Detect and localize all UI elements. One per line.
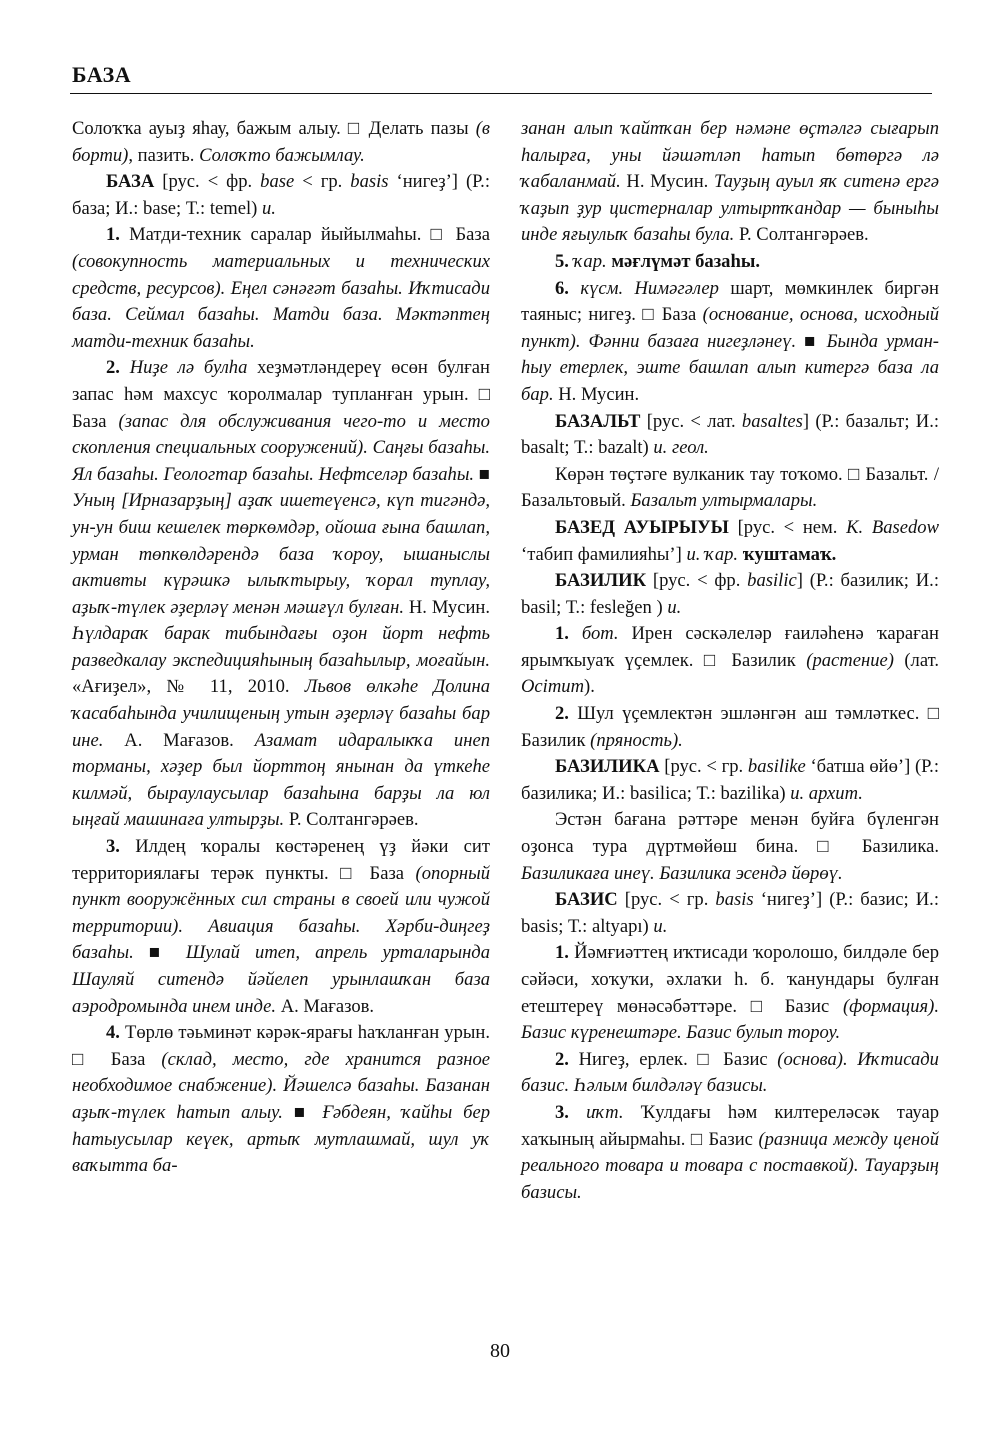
right-column [521, 116, 939, 1206]
dictionary-paragraph [72, 222, 490, 355]
headword-or-sense-number: 1. [106, 224, 120, 246]
headword-or-sense-number: БАЗИЛИК [555, 570, 647, 592]
header-rule [70, 93, 932, 94]
headword-or-sense-number: 5. [555, 250, 569, 272]
dictionary-paragraph [521, 1047, 939, 1100]
entry-text: basilike [747, 756, 806, 778]
entry-text: күсм. [580, 277, 624, 299]
entry-text: ] (Р.: базилик; И.: basil; Т.: fesleğen ) [521, 570, 939, 618]
entry-text [569, 623, 582, 644]
entry-text: занан алып ҡайтҡан бер нәмәне өҫтәлгә сығарып һалырға, уны йәшәтләп һатып бөтөргә лә ҡабаланмай. [521, 118, 939, 193]
entry-text [120, 357, 130, 378]
entry-text [569, 278, 580, 299]
dictionary-paragraph [521, 568, 939, 621]
entry-text: Бында урман-һыу етерлек, эште башлап алып китергә база ла бар. [521, 330, 939, 405]
entry-text: (разница между ценой реального товара и товара с поставкой). Тауарҙың базисы. [521, 1128, 940, 1203]
entry-text: , пазить. [128, 144, 200, 166]
headword-or-sense-number: мәғлүмәт базаһы. [606, 250, 760, 272]
entry-text: (склад, место, где хранится разное необходимое снабжение). Йәшелсә базаһы. Базанан аҙыҡ-түлек һатып алыу. [72, 1048, 490, 1123]
dictionary-paragraph [521, 409, 939, 462]
entry-text: Азамат идаралыкҡа инеп торманы, хәҙер был йорттоң янынан да үткеһе килмәй, быраулаусылар базаһына барҙы ла юл ыңғай машинаға ултырҙы. [72, 729, 490, 831]
entry-text: Ниҙе лә булһа [129, 357, 248, 379]
entry-text: ‘нигеҙ’] (Р.: база; И.: base; Т.: temel) [72, 171, 490, 219]
entry-text: [рус. < лат. [640, 410, 742, 432]
entry-text: Нигеҙ, ерлек. □ Базис [568, 1048, 778, 1070]
entry-text: basaltes [741, 410, 803, 432]
entry-text: и. [653, 915, 668, 937]
entry-text: [рус. < нем. [728, 516, 847, 538]
entry-text: Базиликаға инеү. Базилика эсендә йөрөү. [521, 862, 843, 884]
entry-text: и. геол. [653, 437, 709, 459]
headword-or-sense-number: 4. [106, 1022, 120, 1044]
entry-text: Ирен сәскәлеләр ғаиләһенә ҡараған ярымҡыуаҡ үҫемлек. □ Базилик [521, 623, 939, 671]
entry-text: Матди-техник саралар йыйылмаһы. □ База [119, 224, 490, 246]
entry-text: (лат. [893, 649, 939, 671]
entry-text: K. Basedow [846, 516, 939, 538]
entry-text: ‘батша өйө’] (Р.: базилика; И.: basilica; Т.: bazilika) [521, 756, 940, 804]
headword-or-sense-number: 2. [106, 357, 120, 379]
entry-text: Төрлө тәьминәт кәрәк-ярағы һаҡланған урын. □ База [72, 1022, 490, 1070]
entry-text: шарт, мөмкинлек биргән таяныс; нигеҙ. □ База [521, 277, 939, 326]
entry-text: бот. [581, 623, 619, 645]
entry-text: Илдең ҡоралы көстәренең үҙ йәки сит территориялағы терәк пункты. □ База [72, 836, 490, 884]
dictionary-paragraph [521, 940, 939, 1046]
entry-text: (опорный пункт вооружённых сил страны в своей или чужой территории). Авиация базаһы. Хәрби-диңгеҙ базаһы. [72, 862, 490, 964]
entry-text: ‘нигеҙ’] (Р.: базис; И.: basis; Т.: altyapı) [521, 889, 939, 937]
dictionary-paragraph [521, 515, 939, 568]
entry-text: [рус. < гр. [617, 889, 716, 911]
entry-text: < гр. [294, 171, 351, 193]
headword-or-sense-number: ■ [133, 942, 186, 964]
headword-or-sense-number: ■ [474, 463, 490, 485]
entry-text: (растение) [806, 649, 894, 671]
entry-text: «Ағиҙел», № 11, 2010. [72, 676, 305, 698]
entry-text: (основание, основа, исходный пункт). Фәнни базаға нигеҙләнеү. [521, 304, 939, 352]
headword-or-sense-number: БАЗИС [555, 889, 618, 911]
entry-text: Нимәгәлер [634, 277, 719, 299]
page-number: 80 [490, 1340, 510, 1362]
dictionary-paragraph [521, 887, 939, 940]
headword-or-sense-number: ҡуштамаҡ. [742, 543, 837, 565]
entry-text: Львов өлкәһе Долина ҡасабаһында училищеның утын әҙерләү базаһы бар ине. [72, 676, 490, 751]
entry-text: Р. Солтангәрәев. [284, 809, 419, 831]
dictionary-paragraph [521, 807, 939, 887]
entry-text: basis [350, 171, 389, 193]
entry-text: Н. Мусин. [403, 596, 490, 618]
entry-text: ] (Р.: базальт; И.: basalt; Т.: bazalt) [521, 410, 940, 459]
headword-or-sense-number: БАЗЕД АУЫРЫУЫ [555, 516, 729, 538]
entry-text: Шулай итеп, апрель урталарында Шауляй ситендә йәйелеп урынлашҡан база аэродромында инем инде. [72, 942, 490, 1017]
entry-text: Н. Мусин. [553, 383, 640, 405]
headword-or-sense-number: 3. [106, 836, 120, 858]
entry-text: Базальт ултырмалары. [630, 490, 818, 512]
dictionary-paragraph [521, 249, 939, 276]
entry-text: (формация). Базис күренештәре. Базис булып тороу. [521, 995, 939, 1044]
entry-text: и. [667, 596, 682, 618]
entry-text: ). [584, 676, 595, 698]
headword-or-sense-number: БАЗА [106, 171, 155, 193]
entry-text: (в борти) [72, 118, 490, 166]
headword-or-sense-number: 1. [555, 942, 569, 964]
headword-or-sense-number: ■ [282, 1101, 323, 1123]
entry-text: Йәмғиәттең иҡтисади ҡоролошо, билдәле бер сәйәси, хоҡуҡи, әхлаҡи һ. б. ҡанундары булған етештереү мөнәсәбәттәре. □ Базис [521, 942, 939, 1017]
entry-text: base [260, 171, 295, 193]
dictionary-paragraph [72, 1020, 490, 1180]
running-head: БАЗА [72, 62, 132, 87]
dictionary-paragraph [521, 754, 939, 807]
entry-text: Һүлдараҡ барак тибындағы оҙон йорт нефть разведкалау экспедицияһының базаһылыр, моғайын. [72, 623, 490, 671]
entry-text: А. Мағазов. [276, 995, 375, 1017]
entry-text: (основа). Иҡтисади базис. Һәлым билдәләү базисы. [521, 1048, 939, 1097]
entry-text: [рус. < гр. [659, 756, 748, 778]
dictionary-paragraph [521, 276, 939, 409]
entry-text: Ғәбдеян, ҡайһы бер һатыусылар кеүек, артыҡ мутлашмай, шул уҡ ваҡытта ба- [72, 1101, 491, 1177]
headword-or-sense-number: ■ [796, 330, 827, 352]
entry-text [623, 278, 634, 299]
headword-or-sense-number: 3. [555, 1101, 569, 1123]
entry-text [569, 1102, 586, 1123]
entry-text: Солоҡто бажымлау. [199, 144, 365, 166]
headword-or-sense-number: БАЗИЛИКА [555, 756, 660, 778]
entry-text: Уның [Ирназарҙың] аҙаҡ ишетеүенсә, күп тигәндә, ун-ун биш кешелек төркөмдәр, ойоша ғына башлап, урман төпкөлдәрендә база ҡороу, ышаныслы активты күрәшкә ылыҡтырыу, ҡорал туплау, аҙыҡ-түлек әҙерләү менән мәшғүл булған. [72, 490, 490, 618]
entry-text: А. Мағазов. [103, 729, 255, 751]
dictionary-paragraph [521, 462, 939, 515]
entry-text: Тауҙың ауыл яҡ ситенә ергә ҡаҙып ҙур цистерналар ултыртҡандар — быныһы инде яғыулыҡ базаһы була. [521, 171, 939, 246]
dictionary-paragraph [521, 1100, 939, 1206]
entry-text: иҡт. [586, 1101, 624, 1123]
dictionary-paragraph [521, 116, 939, 249]
entry-text: basis [715, 889, 754, 911]
headword-or-sense-number: 6. [555, 277, 569, 299]
dictionary-paragraph [72, 355, 490, 834]
entry-text: хеҙмәтләндереү өсөн булған запас һәм махсус ҡоролмалар тупланған урын. □ База [72, 357, 490, 432]
entry-text: (запас для обслуживания чего-то и место скопления специальных сооружений). Саңғы базаһы. Ял базаһы. Геологтар базаһы. Нефтселәр базаһы. [72, 410, 490, 485]
dictionary-paragraph [521, 621, 939, 701]
dictionary-paragraph [72, 116, 490, 169]
left-column [72, 116, 490, 1180]
dictionary-paragraph [72, 834, 490, 1020]
entry-text: ҡар. [573, 250, 607, 272]
entry-text: Солоҡҡа ауыҙ яһау, бажым алыу. □ Делать пазы [72, 118, 476, 139]
entry-text: Р. Солтангәрәев. [734, 224, 869, 246]
entry-text: Н. Мусин. [620, 171, 715, 193]
entry-text: Ҡулдағы һәм килтереләсәк тауар хаҡының айырмаһы. □ Базис [521, 1101, 939, 1150]
entry-text: и. ҡар. [686, 543, 739, 565]
dictionary-paragraph [72, 169, 490, 222]
entry-text: Эстән бағана рәттәре менән буйға бүленгән оҙонса тура дүртмөйөш бина. □ Базилика. [521, 809, 939, 858]
entry-text: [рус. < фр. [646, 570, 748, 592]
headword-or-sense-number: 2. [555, 703, 569, 725]
entry-text: Ocimum [521, 676, 584, 698]
headword-or-sense-number: 1. [555, 623, 569, 645]
entry-text: Шул үҫемлектән эшләнгән аш тәмләткес. □ Базилик [521, 703, 939, 751]
entry-text: и. [261, 197, 276, 219]
entry-text: (пряность). [590, 729, 683, 751]
headword-or-sense-number: БАЗАЛЬТ [555, 410, 641, 432]
dictionary-paragraph [521, 701, 939, 754]
entry-text: и. архит. [790, 782, 863, 804]
entry-text: basilic [747, 570, 797, 592]
entry-text: [рус. < фр. [154, 171, 261, 193]
entry-text: ‘табип фамилияһы’] [521, 543, 687, 565]
entry-text: (совокупность материальных и технических средств, ресурсов). Еңел сәнәғәт базаһы. Иҡтисади база. Сеймал базаһы. Матди база. Мәктәптең матди-техник базаһы. [72, 250, 490, 352]
entry-text: Көрән төҫтәге вулканик тау тоҡомо. □ Базальт. / Базальтовый. [521, 463, 939, 512]
headword-or-sense-number: 2. [555, 1048, 569, 1070]
